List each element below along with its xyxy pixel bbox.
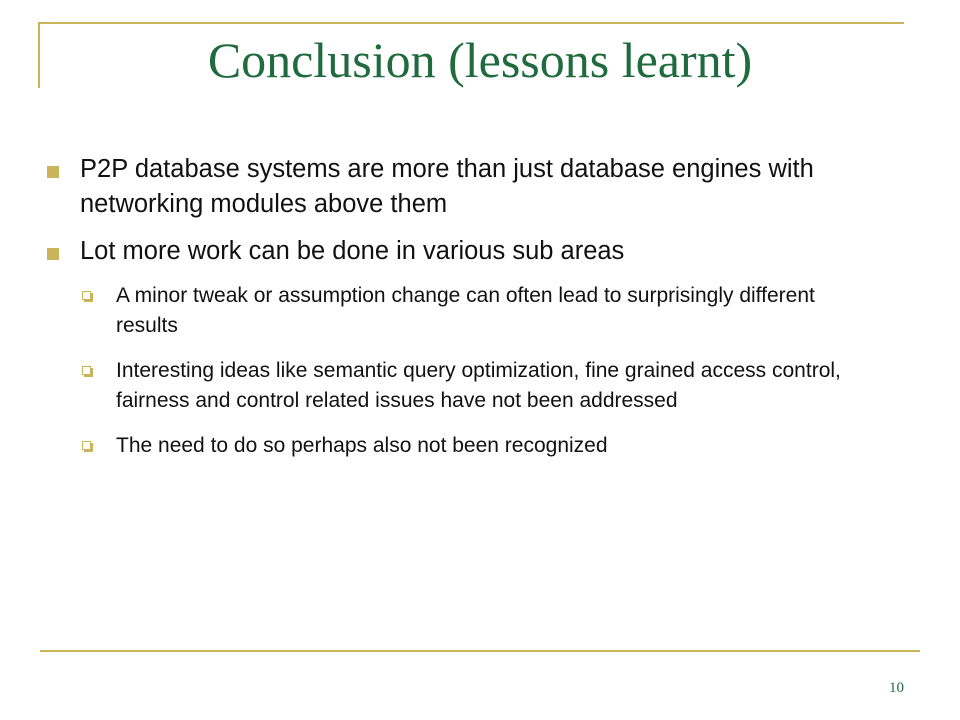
bullet-item	[0, 234, 860, 269]
page-number: 10	[889, 680, 904, 696]
bullet-list	[0, 152, 960, 476]
sub-bullet-text: The need to do so perhaps also not been recognized	[116, 434, 608, 457]
bullet-item	[0, 152, 860, 222]
top-rule	[40, 22, 904, 24]
hollow-square-bullet-icon	[82, 291, 91, 300]
hollow-square-bullet-icon	[82, 441, 91, 450]
sub-bullet-item	[0, 356, 856, 416]
square-bullet-icon	[47, 166, 59, 178]
sub-bullet-item	[0, 281, 856, 341]
bullet-text: Lot more work can be done in various sub areas	[80, 237, 625, 265]
hollow-square-bullet-icon	[82, 366, 91, 375]
sub-bullet-text: A minor tweak or assumption change can often lead to surprisingly different results	[116, 284, 815, 337]
bottom-rule	[40, 650, 920, 652]
sub-bullet-item	[0, 431, 856, 461]
sub-bullet-text: Interesting ideas like semantic query optimization, fine grained access control, fairness and control related issues have not been addressed	[116, 359, 841, 412]
bullet-text: P2P database systems are more than just database engines with networking modules above them	[80, 155, 814, 218]
slide-title: Conclusion (lessons learnt)	[207, 32, 753, 88]
square-bullet-icon	[47, 248, 59, 260]
